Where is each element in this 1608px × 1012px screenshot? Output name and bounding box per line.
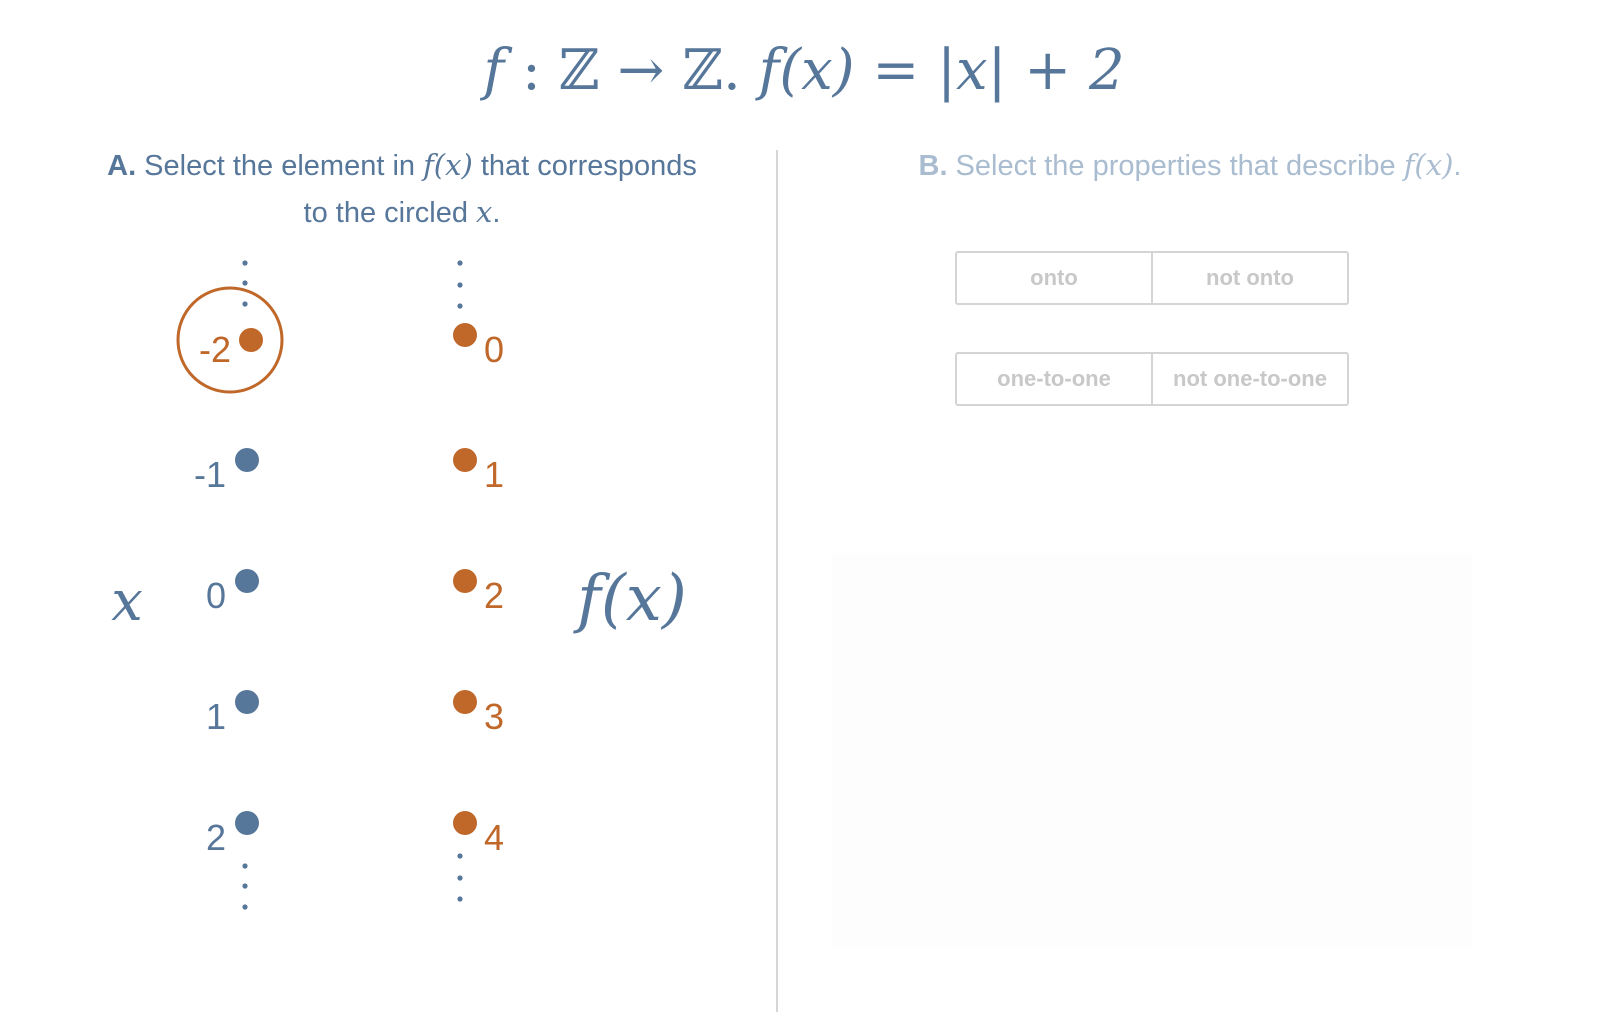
codomain-value-label: 0: [484, 329, 505, 370]
domain-dot[interactable]: [235, 448, 259, 472]
ellipsis-dot: [242, 863, 247, 868]
codomain-value-label: 3: [484, 696, 505, 737]
ellipsis-dot: [457, 260, 462, 265]
not-one-to-one-option[interactable]: not one-to-one: [1151, 354, 1347, 404]
codomain-element[interactable]: [453, 448, 504, 495]
domain-axis-label: x: [111, 569, 143, 634]
codomain-dot[interactable]: [453, 811, 477, 835]
domain-value-label: -2: [198, 329, 231, 370]
instruction-part-a: A. Select the element in f(x) that corresponds to the circled x.: [107, 148, 697, 229]
codomain-dot[interactable]: [453, 690, 477, 714]
codomain-dot[interactable]: [453, 569, 477, 593]
codomain-value-label: 2: [484, 575, 505, 616]
feedback-panel: [832, 553, 1472, 948]
domain-value-label: 1: [205, 696, 226, 737]
domain-ellipsis-top: [242, 260, 247, 306]
domain-dot[interactable]: [235, 811, 259, 835]
onto-option[interactable]: onto: [1030, 265, 1078, 290]
ellipsis-dot: [242, 883, 247, 888]
domain-value-label: 0: [205, 575, 226, 616]
domain-element[interactable]: [194, 448, 259, 495]
domain-dot[interactable]: [239, 328, 263, 352]
ellipsis-dot: [242, 280, 247, 285]
one-to-one-toggle[interactable]: [955, 352, 1349, 406]
codomain-axis-label: f(x): [577, 562, 687, 636]
domain-dot[interactable]: [235, 690, 259, 714]
ellipsis-dot: [457, 875, 462, 880]
domain-element[interactable]: [206, 569, 259, 616]
domain-column: [178, 260, 282, 909]
codomain-element[interactable]: [453, 690, 504, 737]
codomain-element[interactable]: [453, 811, 504, 858]
domain-element[interactable]: [206, 811, 259, 858]
onto-toggle[interactable]: [955, 251, 1349, 305]
not-onto-option[interactable]: not onto: [1151, 253, 1347, 303]
codomain-ellipsis-bottom: [457, 853, 462, 901]
codomain-dot[interactable]: [453, 323, 477, 347]
domain-element[interactable]: [206, 690, 259, 737]
ellipsis-dot: [457, 896, 462, 901]
codomain-element[interactable]: [453, 323, 504, 370]
ellipsis-dot: [457, 853, 462, 858]
ellipsis-dot: [242, 260, 247, 265]
one-to-one-option[interactable]: one-to-one: [997, 366, 1111, 391]
domain-element[interactable]: [178, 288, 282, 392]
domain-ellipsis-bottom: [242, 863, 247, 909]
instruction-part-b: B. Select the properties that describe f(x).: [918, 148, 1462, 182]
function-definition: f : ℤ → ℤ. f(x) = |x| + 2: [483, 38, 1125, 103]
codomain-column: [453, 260, 504, 901]
codomain-element[interactable]: [453, 569, 504, 616]
ellipsis-dot: [242, 904, 247, 909]
codomain-value-label: 1: [484, 454, 505, 495]
codomain-value-label: 4: [484, 817, 505, 858]
mapping-diagram: [0, 0, 780, 1008]
domain-value-label: -1: [193, 454, 226, 495]
domain-value-label: 2: [205, 817, 226, 858]
ellipsis-dot: [457, 303, 462, 308]
domain-dot[interactable]: [235, 569, 259, 593]
ellipsis-dot: [242, 301, 247, 306]
ellipsis-dot: [457, 282, 462, 287]
codomain-dot[interactable]: [453, 448, 477, 472]
codomain-ellipsis-top: [457, 260, 462, 308]
